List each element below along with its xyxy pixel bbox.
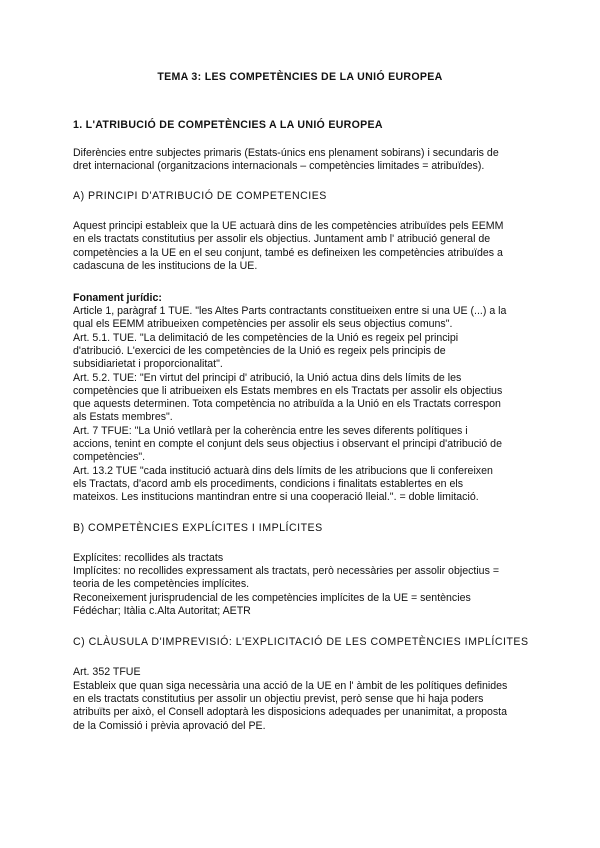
legal-basis-line: Art. 5.1. TUE. "La delimitació de les competències de la Unió es regeix pel principi (73, 332, 459, 344)
subsection-a-line: Aquest principi estableix que la UE actuarà dins de les competències atribuïdes pels EEMM (73, 220, 504, 232)
subsection-a-line: en els tractats constitutius per assolir els objectius. Juntament amb l' atribució general de (73, 233, 491, 245)
subsection-c-heading: C) CLÀUSULA D'IMPREVISIÓ: L'EXPLICITACIÓ DE LES COMPETÈNCIES IMPLÍCITES (73, 636, 529, 648)
subsection-c-line: de la Comissió i prèvia aprovació del PE. (73, 720, 266, 732)
intro-line: dret internacional (organitzacions internacionals – competències limitades = atribuïdes). (73, 160, 485, 172)
document-title: TEMA 3: LES COMPETÈNCIES DE LA UNIÓ EUROPEA (157, 71, 443, 83)
subsection-b-line: teoria de les competències implícites. (73, 578, 250, 590)
intro-line: Diferències entre subjectes primaris (Estats-únics ens plenament sobirans) i secundaris de (73, 147, 499, 159)
legal-basis-line: mateixos. Les institucions mantindran entre si una cooperació lleial.". = doble limitació. (73, 491, 479, 503)
subsection-c-article: Art. 352 TFUE (73, 666, 141, 678)
legal-basis-line: els Tractats, d'acord amb els procediments, condicions i finalitats establertes en els (73, 478, 464, 490)
legal-basis-line: Art. 7 TFUE: "La Unió vetllarà per la coherència entre les seves diferents polítiques i (73, 425, 468, 437)
section-1-heading: 1. L'ATRIBUCIÓ DE COMPETÈNCIES A LA UNIÓ EUROPEA (73, 119, 383, 131)
legal-basis-line: als Estats membres". (73, 411, 173, 423)
legal-basis-line: que aquests determinen. Tota competència no atribuïda a la Unió en els Tractats correspon (73, 398, 501, 410)
legal-basis-heading: Fonament jurídic: (73, 292, 162, 304)
subsection-c-line: en els tractats constitutius per assolir un objectiu previst, però sense que hi haja poders (73, 693, 484, 705)
legal-basis-line: qual els EEMM atribueixen competències per assolir els seus objectius comuns". (73, 318, 453, 330)
subsection-b-line: Reconeixement jurisprudencial de les competències implícites de la UE = sentències (73, 592, 471, 604)
legal-basis-line: d'atribució. L'exercici de les competències de la Unió es regeix pels principis de (73, 345, 446, 357)
legal-basis-line: Art. 13.2 TUE "cada institució actuarà dins dels límits de les atribucions que li confereixen (73, 465, 493, 477)
subsection-b-line: Explícites: recollides als tractats (73, 552, 224, 564)
subsection-b-line: Implícites: no recollides expressament als tractats, però necessàries per assolir objectius = (73, 565, 500, 577)
legal-basis-line: accions, tenint en compte el conjunt dels seus objectius i observant el principi d'atribució de (73, 438, 502, 450)
subsection-a-line: competències a la UE en el seu conjunt, també es defineixen les competències atribuïdes a (73, 247, 503, 259)
legal-basis-line: competències que li atribueixen els Estats membres en els Tractats per assolir els objectius (73, 385, 503, 397)
subsection-b-line: Fédéchar; Itàlia c.Alta Autoritat; AETR (73, 605, 251, 617)
subsection-a-heading: A) PRINCIPI D'ATRIBUCIÓ DE COMPETENCIES (73, 190, 327, 202)
legal-basis-line: subsidiarietat i proporcionalitat". (73, 358, 223, 370)
legal-basis-line: Art. 5.2. TUE: "En virtut del principi d' atribució, la Unió actua dins dels límits de les (73, 372, 462, 384)
legal-basis-line: competències". (73, 451, 146, 463)
subsection-a-line: cadascuna de les institucions de la UE. (73, 260, 258, 272)
legal-basis-line: Article 1, paràgraf 1 TUE. "les Altes Parts contractants constitueixen entre si una UE (...) a la (73, 305, 507, 317)
subsection-b-heading: B) COMPETÈNCIES EXPLÍCITES I IMPLÍCITES (73, 522, 323, 534)
subsection-c-line: atribuïts per això, el Consell adoptarà les disposicions adequades per unanimitat, a proposta (73, 706, 508, 718)
subsection-c-line: Estableix que quan siga necessària una acció de la UE en l' àmbit de les polítiques definides (73, 680, 508, 692)
